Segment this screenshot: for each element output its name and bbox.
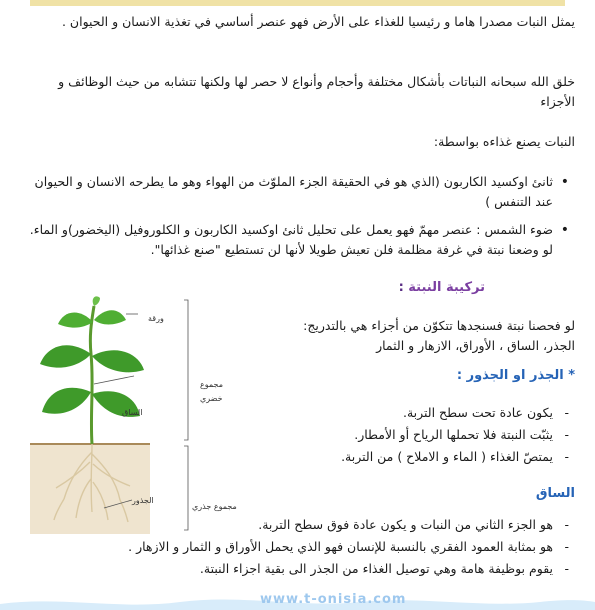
bullet-carbon-dioxide: • ثانئ اوكسيد الكاربون (الذي هو في الحقيقة الجزء الملوّث من الهواء وهو ما يطرحه الانسان و الحيوان عند التنفس ) bbox=[20, 172, 575, 212]
stem-fact: - يقوم بوظيفة هامة وهي توصيل الغذاء من الجذر الى بقية اجزاء النبتة. bbox=[20, 558, 575, 580]
food-sources-list-2 bbox=[20, 220, 575, 260]
leaf-shape bbox=[92, 350, 144, 372]
label-leaf: ورقة bbox=[148, 314, 164, 323]
site-watermark: www.t-onisia.com bbox=[260, 592, 407, 607]
top-decorative-band bbox=[30, 0, 565, 6]
root-fact: - يكون عادة تحت سطح التربة. bbox=[245, 402, 575, 424]
leaf-shape bbox=[94, 310, 126, 324]
food-making-heading: النبات يصنع غذاءه بواسطة: bbox=[433, 134, 575, 149]
stem-fact: - هو بمثابة العمود الفقري بالنسبة للإنسان فهو الذي يحمل الأوراق و الثمار و الازهار . bbox=[20, 536, 575, 558]
root-section-title: * الجذر او الجذور : bbox=[456, 368, 575, 383]
label-root: الجذور bbox=[132, 496, 154, 505]
intro-paragraph-1: يمثل النبات مصدرا هاما و رئيسيا للغذاء على الأرض فهو عنصر أساسي في تغذية الانسان و الحيوان . bbox=[61, 14, 575, 29]
document-page bbox=[20, 12, 575, 610]
label-shoot-system: مجموع bbox=[200, 380, 223, 389]
leaf-shape bbox=[58, 312, 93, 327]
plant-structure-title-colon: : bbox=[398, 280, 409, 295]
structure-parts-line: الجذر، الساق ، الأوراق، الازهار و الثمار bbox=[376, 338, 575, 353]
intro-paragraph-2: خلق الله سبحانه النباتات بأشكال مختلفة وأحجام وأنواع لا حصر لها ولكنها تتشابه من حيث الوظائف و الأجزاء bbox=[58, 74, 575, 109]
bullet-sunlight: • ضوء الشمس : عنصر مهمّ فهو يعمل على تحليل ثانئ اوكسيد الكاربون و الكلوروفيل (اليخضور)و الماء. لو وضعنا نبتة في غرفة مظلمة فلن تعيش طويلا لأنها لن تستطيع "صنع غذائها". bbox=[20, 220, 575, 260]
structure-intro-line: لو فحصنا نبتة فسنجدها تتكوّن من أجزاء هي بالتدريج: bbox=[303, 318, 575, 333]
root-fact: - يمتصّ الغذاء ( الماء و الاملاح ) من التربة. bbox=[245, 446, 575, 468]
root-facts-list bbox=[245, 402, 575, 468]
label-stem: الساق bbox=[122, 408, 143, 417]
plant-structure-title bbox=[399, 280, 485, 295]
leaf-shape bbox=[42, 388, 91, 414]
plant-diagram bbox=[20, 294, 245, 534]
food-sources-list bbox=[20, 172, 575, 212]
leaf-shape bbox=[93, 296, 100, 306]
stem-section-title: الساق bbox=[535, 486, 575, 501]
label-shoot-system-2: خضري bbox=[200, 394, 223, 403]
plant-structure-title-text: تركيبة النبتة bbox=[408, 280, 485, 295]
root-fact: - يثبّت النبتة فلا تحملها الرياح أو الأمطار. bbox=[245, 424, 575, 446]
soil-area bbox=[30, 444, 150, 534]
stem-shape bbox=[90, 306, 94, 444]
stem-fact: - هو الجزء الثاني من النبات و يكون عادة فوق سطح التربة. bbox=[20, 514, 575, 536]
structure-intro bbox=[245, 316, 575, 356]
leaf-shape bbox=[40, 345, 91, 367]
label-root-system: مجموع جذري bbox=[192, 502, 237, 511]
